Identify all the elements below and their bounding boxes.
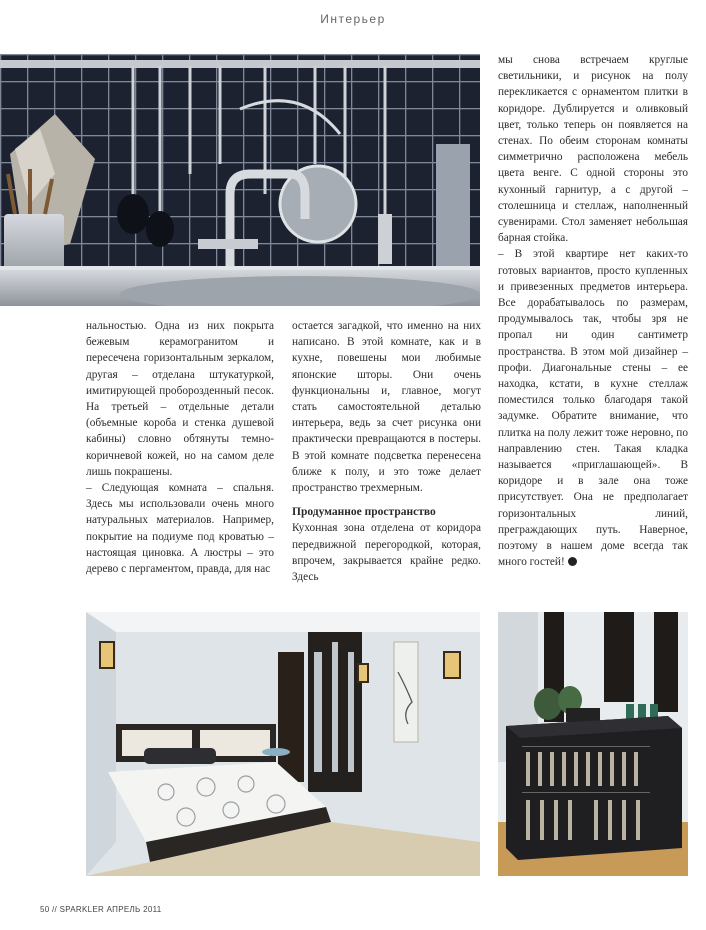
- paragraph: остается загадкой, что именно на них написано. В этой комнате, как и в кухне, повешены мои любимые японские шторы. Они очень функциональны и, главное, могут стать самостоятельной деталью интерьера, ведь за счет рисунка они практически превращаются в постеры. В этой комнате подсветка перенесена ближе к полу, и это тоже делает пространство трехмерным.: [292, 320, 481, 495]
- cabinet-photo: [498, 612, 688, 876]
- paragraph: нальностью. Одна из них покрыта бежевым керамогранитом и пересечена горизонтальным зеркалом, другая – отделана штукатуркой, имитирующей проборозденный песок. На третьей – отдельные детали (объемные короба и стенка душевой кабины) словно обтянуты темно-коричневой кожей, но на самом деле лишь покрашены.: [86, 320, 274, 478]
- paragraph: Кухонная зона отделена от коридора передвижной перегородкой, которая, впрочем, закрывается крайне редко. Здесь: [292, 522, 481, 584]
- article-column-left: [86, 318, 274, 577]
- article-column-right: [498, 52, 688, 571]
- kitchen-sink-photo: [0, 54, 480, 306]
- paragraph: – Следующая комната – спальня. Здесь мы использовали очень много натуральных материалов. Например, покрытие на подиуме под кроватью – настоящая циновка. А люстры – это дерево с пергаментом, правда, для нас: [86, 482, 274, 576]
- page-footer: 50 // SPARKLER АПРЕЛЬ 2011: [40, 905, 162, 914]
- end-of-article-icon: [568, 557, 577, 566]
- bedroom-photo: [86, 612, 480, 876]
- paragraph: [498, 246, 688, 570]
- section-label: Интерьер: [320, 12, 386, 26]
- paragraph: мы снова встречаем круглые светильники, и рисунок на полу перекликается с орнаментом плитки в коридоре. Дублируется и оливковый цвет, только теперь он появляется на стенах. По обеим сторонам комнаты симметрично расположена мебель цвета венге. С одной стороны это кухонный гарнитур, а с другой – столешница и стеллаж, наполненный сувенирами. Стол заменяет небольшая барная стойка.: [498, 54, 688, 245]
- paragraph-text: – В этой квартире нет каких-то готовых вариантов, просто купленных и привезенных предметов интерьера. Все дорабатывалось по размерам, продумывалось так, чтобы зря не пропал ни один сантиметр пространства. В этом мой дизайнер – профи. Диагональные стены – ее находка, кстати, в кухне стеллаж поместился только благодаря такой задумке. Обратите внимание, что плитка на полу лежит тоже неровно, по направлению стен. Такая кладка называется «приглашающей». В коридоре и в зале она тоже присутствует. Она не предполагает горизонтальных линий, преграждающих путь. Наверное, поэтому в нашем доме всегда так много гостей!: [498, 248, 689, 569]
- article-column-middle: [292, 318, 481, 585]
- subheading: Продуманное пространство: [292, 506, 436, 519]
